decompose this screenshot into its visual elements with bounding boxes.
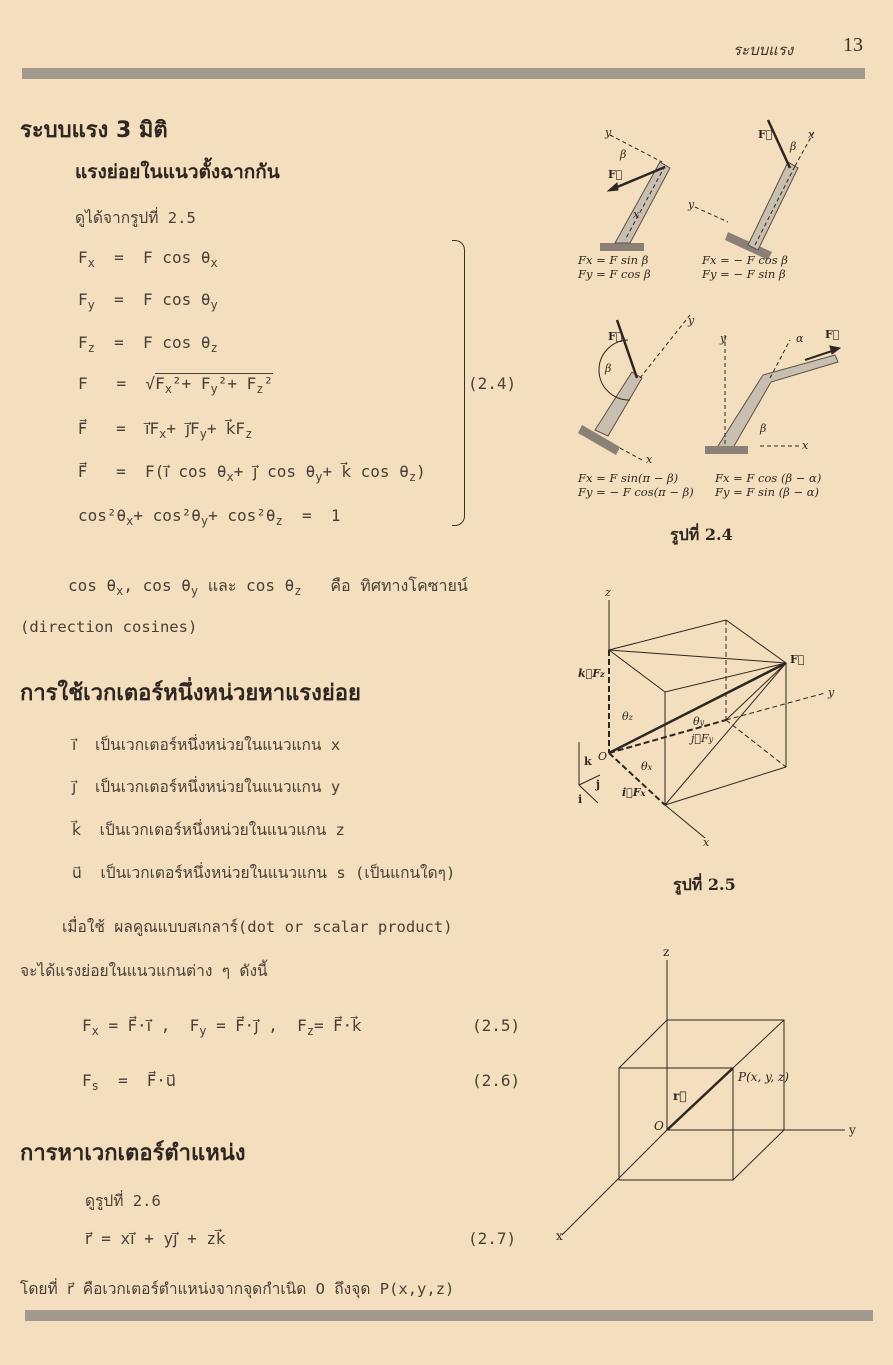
equation-label-2-6: (2.6) — [472, 1071, 521, 1090]
unit-vector-item-i: i⃗ เป็นเวกเตอร์หนึ่งหน่วยในแนวแกน x — [72, 736, 341, 754]
svg-text:β: β — [760, 422, 767, 435]
scalar-product-paragraph: เมื่อใช้ ผลคูณแบบสเกลาร์(dot or scalar product) — [62, 918, 453, 936]
svg-text:F⃗: F⃗ — [758, 128, 773, 141]
fig24-panel1-formulas: Fx = F sin β Fy = F cos β — [578, 253, 651, 281]
svg-text:y: y — [849, 1123, 856, 1137]
svg-text:z: z — [663, 945, 670, 959]
equation-label-2-4: (2.4) — [468, 374, 517, 393]
svg-text:x: x — [646, 453, 653, 466]
svg-text:β: β — [790, 140, 797, 153]
subsection-title: แรงย่อยในแนวตั้งฉากกัน — [75, 161, 280, 183]
svg-text:k: k — [584, 755, 592, 768]
header-rule — [22, 68, 865, 79]
point-p-label: P(x, y, z) — [738, 1070, 789, 1084]
equation-vector-components: F⃗ = $i⃗F_x+$ $j⃗F_y+$ $k⃗F_z$ — [78, 419, 253, 442]
fig24-panel2-formulas: Fx = − F cos β Fy = − F sin β — [702, 253, 788, 281]
figure-reference: ดูรูปที่ 2.6 — [85, 1192, 161, 1210]
svg-text:x: x — [633, 208, 640, 221]
section-title-position-vector: การหาเวกเตอร์ตำแหน่ง — [20, 1141, 246, 1166]
svg-text:θz: θz — [622, 710, 633, 723]
equation-fy: $F_y = F$ $\cos \theta_y$ — [78, 290, 218, 313]
equation-fz: $F_z = F$ $\cos \theta_z$ — [78, 333, 218, 356]
footer-rule — [25, 1310, 873, 1321]
svg-text:y: y — [688, 314, 695, 327]
unit-vector-item-k: k⃗ เป็นเวกเตอร์หนึ่งหน่วยในแนวแกน z — [72, 821, 345, 839]
svg-text:β: β — [605, 362, 612, 375]
svg-text:F⃗: F⃗ — [825, 328, 840, 341]
direction-cosines-line: $\cos \theta_x$, $\cos \theta_y$ และ $\cos \theta_z$ คือ ทิศทางโคซายน์ — [68, 576, 468, 599]
svg-text:k⃗Fz: k⃗Fz — [578, 667, 605, 680]
running-header-title: ระบบแรง — [733, 41, 794, 59]
svg-text:θx: θx — [641, 760, 653, 773]
direction-cosines-english: (direction cosines) — [20, 618, 198, 636]
svg-text:θy: θy — [693, 715, 705, 728]
unit-vector-item-j: j⃗ เป็นเวกเตอร์หนึ่งหน่วยในแนวแกน y — [72, 778, 341, 796]
svg-text:y: y — [828, 686, 835, 699]
equation-label-2-7: (2.7) — [468, 1229, 517, 1248]
equation-cos-identity: $\cos^2\theta_x+ \cos^2\theta_y+ \cos^2\theta_z = 1$ — [78, 506, 341, 529]
equation-2-7: r⃗ = xi⃗ + yj⃗ + zk⃗ — [85, 1229, 226, 1248]
svg-text:x: x — [802, 439, 809, 452]
svg-text:i: i — [578, 793, 583, 806]
svg-text:α: α — [796, 332, 804, 345]
figure-2-6-diagram — [550, 940, 870, 1250]
svg-text:y: y — [720, 332, 727, 345]
fig24-panel4-formulas: Fx = F cos (β − α) Fy = F sin (β − α) — [715, 471, 822, 499]
scalar-product-paragraph-2: จะได้แรงย่อยในแนวแกนต่าง ๆ ดังนี้ — [20, 962, 268, 980]
svg-text:O: O — [654, 1119, 664, 1133]
position-vector-definition: โดยที่ r⃗ คือเวกเตอร์ตำแหน่งจากจุดกำเนิด O ถึงจุด P(x,y,z) — [20, 1280, 455, 1298]
equation-magnitude: $F = √F_x^2+ F_y^2+ F_z^2$ — [78, 374, 274, 397]
equation-2-6: $F_s$ = F⃗·u⃗ — [82, 1071, 177, 1094]
intro-text: ดูได้จากรูปที่ 2.5 — [75, 209, 196, 227]
fig24-panel3-formulas: Fx = F sin(π − β) Fy = − F cos(π − β) — [578, 471, 694, 499]
svg-text:F⃗: F⃗ — [608, 330, 623, 343]
svg-text:F⃗: F⃗ — [608, 168, 623, 181]
svg-text:j: j — [596, 778, 600, 791]
equation-vector-cosines: F⃗ = F(i⃗ $\cos \theta_x+$ j⃗ $\cos \theta_y+$ k⃗ $\cos \theta_z$) — [78, 462, 426, 485]
svg-text:x: x — [808, 128, 815, 141]
svg-text:x: x — [703, 836, 710, 849]
svg-text:F⃗: F⃗ — [790, 653, 805, 666]
equation-label-2-5: (2.5) — [472, 1016, 521, 1035]
svg-text:i⃗Fx: i⃗Fx — [622, 786, 646, 799]
unit-vector-item-u: u⃗ เป็นเวกเตอร์หนึ่งหน่วยในแนวแกน s (เป็นแกนใดๆ) — [72, 864, 456, 882]
svg-text:z: z — [605, 586, 611, 599]
figure-2-4-caption: รูปที่ 2.4 — [670, 525, 733, 544]
equation-group-brace — [452, 240, 465, 526]
svg-text:y: y — [605, 126, 612, 139]
svg-text:x: x — [556, 1229, 563, 1243]
section-title-3d-forces: ระบบแรง 3 มิติ — [20, 118, 168, 143]
section-title-unit-vector: การใช้เวกเตอร์หนึ่งหน่วยหาแรงย่อย — [20, 681, 361, 706]
svg-text:β: β — [620, 148, 627, 161]
svg-text:y: y — [688, 198, 695, 211]
figure-2-5-diagram — [560, 580, 860, 860]
svg-text:j⃗Fy: j⃗Fy — [691, 732, 714, 745]
equation-fx: $F_x = F$ $\cos \theta_x$ — [78, 248, 218, 271]
figure-2-4-diagram — [560, 110, 860, 510]
equation-2-5: $F_x$ = F⃗·i⃗ , $F_y$ = F⃗·j⃗ , $F_z=$ F⃗·k⃗ — [82, 1016, 362, 1039]
svg-text:O: O — [598, 750, 608, 763]
page-number: 13 — [843, 34, 863, 56]
figure-2-5-caption: รูปที่ 2.5 — [673, 875, 736, 894]
svg-text:r⃗: r⃗ — [673, 1089, 687, 1103]
